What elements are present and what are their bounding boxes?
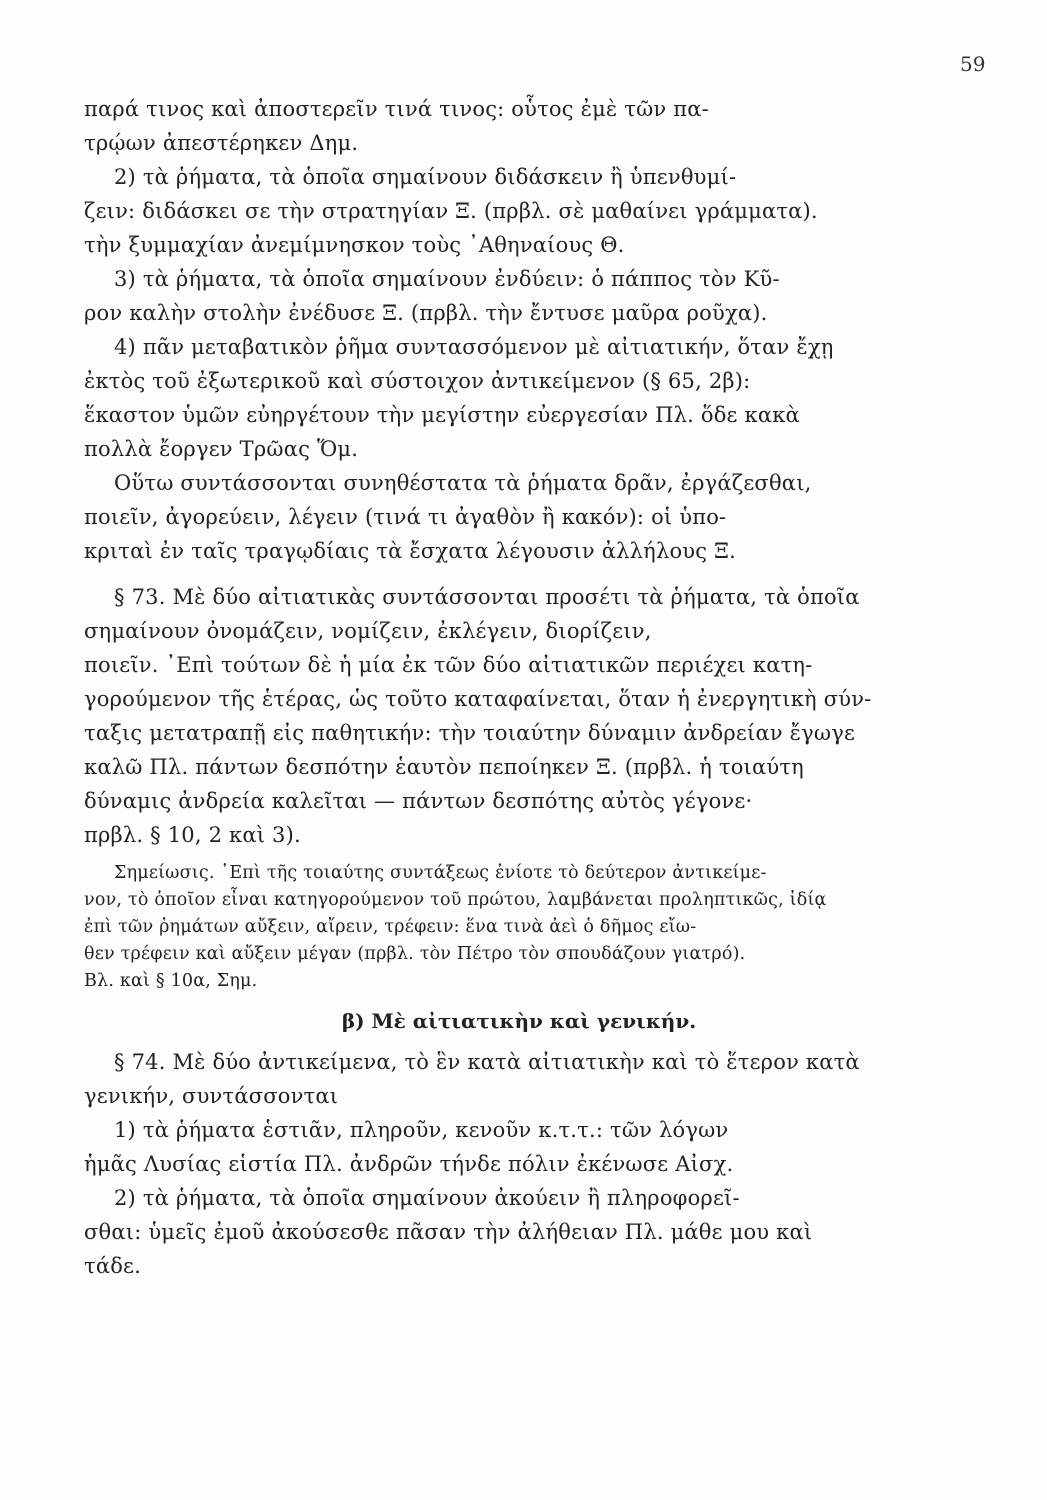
- note-line: ἐπὶ τῶν ῥημάτων αὔξειν, αἴρειν, τρέφειν: ἕνα τινὰ ἀεὶ ὁ δῆμος εἴω-: [84, 917, 697, 937]
- note-line: Σημείωσις. ᾿Επὶ τῆς τοιαύτης συντάξεως ἐνίοτε τὸ δεύτερον ἀντικείμε-: [114, 863, 767, 883]
- text-line: γορούμενον τῆς ἑτέρας, ὡς τοῦτο καταφαίνεται, ὅταν ἡ ἐνεργητικὴ σύν-: [84, 687, 872, 711]
- text-line: σθαι: ὑμεῖς ἐμοῦ ἀκούσεσθε πᾶσαν τὴν ἀλήθειαν Πλ. μάθε μου καὶ: [84, 1220, 813, 1244]
- text-line: 2) τὰ ῥήματα, τὰ ὁποῖα σημαίνουν ἀκούειν ἢ πληροφορεῖ-: [114, 1186, 740, 1210]
- text-line: σημαίνουν ὀνομάζειν, νομίζειν, ἐκλέγειν, διορίζειν,: [84, 619, 652, 643]
- text-line: τάδε.: [84, 1254, 141, 1278]
- text-line: § 74. Μὲ δύο ἀντικείμενα, τὸ ἓν κατὰ αἰτιατικὴν καὶ τὸ ἕτερον κατὰ: [114, 1050, 860, 1074]
- section-73: [84, 580, 954, 852]
- text-line: τρῴων ἀπεστέρηκεν Δημ.: [84, 131, 359, 155]
- text-line: δύναμις ἀνδρεία καλεῖται — πάντων δεσπότης αὐτὸς γέγονε·: [84, 789, 753, 813]
- text-line: ταξις μετατραπῇ εἰς παθητικήν: τὴν τοιαύτην δύναμιν ἀνδρείαν ἔγωγε: [84, 721, 856, 745]
- text-line: § 73. Μὲ δύο αἰτιατικὰς συντάσσονται προσέτι τὰ ῥήματα, τὰ ὁποῖα: [114, 585, 860, 609]
- text-line: τὴν ξυμμαχίαν ἀνεμίμνησκον τοὺς ᾿Αθηναίους Θ.: [84, 233, 625, 257]
- text-line: ἐκτὸς τοῦ ἐξωτερικοῦ καὶ σύστοιχον ἀντικείμενον (§ 65, 2β):: [84, 369, 751, 393]
- text-line: πρβλ. § 10, 2 καὶ 3).: [84, 823, 301, 847]
- text-line: ποιεῖν. ᾿Επὶ τούτων δὲ ἡ μία ἐκ τῶν δύο αἰτιατικῶν περιέχει κατη-: [84, 653, 813, 677]
- text-line: 4) πᾶν μεταβατικὸν ῥῆμα συντασσόμενον μὲ αἰτιατικήν, ὅταν ἔχῃ: [114, 335, 834, 359]
- text-line: κριταὶ ἐν ταῖς τραγῳδίαις τὰ ἔσχατα λέγουσιν ἀλλήλους Ξ.: [84, 539, 736, 563]
- text-line: ἕκαστον ὑμῶν εὐηργέτουν τὴν μεγίστην εὐεργεσίαν Πλ. ὅδε κακὰ: [84, 403, 800, 427]
- page-number: 59: [960, 52, 986, 76]
- text-line: 1) τὰ ῥήματα ἑστιᾶν, πληροῦν, κενοῦν κ.τ.τ.: τῶν λόγων: [114, 1118, 729, 1142]
- text-line: πολλὰ ἔοργεν Τρῶας Ὅμ.: [84, 437, 359, 461]
- section-74: [84, 1045, 954, 1283]
- page-body: [84, 92, 954, 1283]
- text-line: ποιεῖν, ἀγορεύειν, λέγειν (τινά τι ἀγαθὸν ἢ κακόν): οἱ ὑπο-: [84, 505, 727, 529]
- text-line: 3) τὰ ῥήματα, τὰ ὁποῖα σημαίνουν ἐνδύειν: ὁ πάππος τὸν Κῦ-: [114, 267, 780, 291]
- text-line: ἡμᾶς Λυσίας εἱστία Πλ. ἀνδρῶν τήνδε πόλιν ἐκένωσε Αἰσχ.: [84, 1152, 734, 1176]
- note-line: θεν τρέφειν καὶ αὔξειν μέγαν (πρβλ. τὸν Πέτρο τὸν σπουδάζουν γιατρό).: [84, 944, 746, 964]
- text-line: ρον καλὴν στολὴν ἐνέδυσε Ξ. (πρβλ. τὴν ἔντυσε μαῦρα ροῦχα).: [84, 301, 768, 325]
- text-line: παρά τινος καὶ ἀποστερεῖν τινά τινος: οὗτος ἐμὲ τῶν πα-: [84, 97, 709, 121]
- text-line: ζειν: διδάσκει σε τὴν στρατηγίαν Ξ. (πρβλ. σὲ μαθαίνει γράμματα).: [84, 199, 818, 223]
- text-line: γενικήν, συντάσσονται: [84, 1084, 339, 1108]
- note-block: [84, 860, 954, 995]
- subheading: β) Μὲ αἰτιατικὴν καὶ γενικήν.: [341, 1009, 697, 1033]
- text-line: καλῶ Πλ. πάντων δεσπότην ἑαυτὸν πεποίηκεν Ξ. (πρβλ. ἡ τοιαύτη: [84, 755, 804, 779]
- note-line: Βλ. καὶ § 10α, Σημ.: [84, 971, 258, 991]
- text-line: 2) τὰ ῥήματα, τὰ ὁποῖα σημαίνουν διδάσκειν ἢ ὑπενθυμί-: [114, 165, 737, 189]
- text-line: Οὕτω συντάσσονται συνηθέστατα τὰ ῥήματα δρᾶν, ἐργάζεσθαι,: [114, 471, 812, 495]
- note-line: νον, τὸ ὁποῖον εἶναι κατηγορούμενον τοῦ πρώτου, λαμβάνεται προληπτικῶς, ἰδίᾳ: [84, 890, 827, 910]
